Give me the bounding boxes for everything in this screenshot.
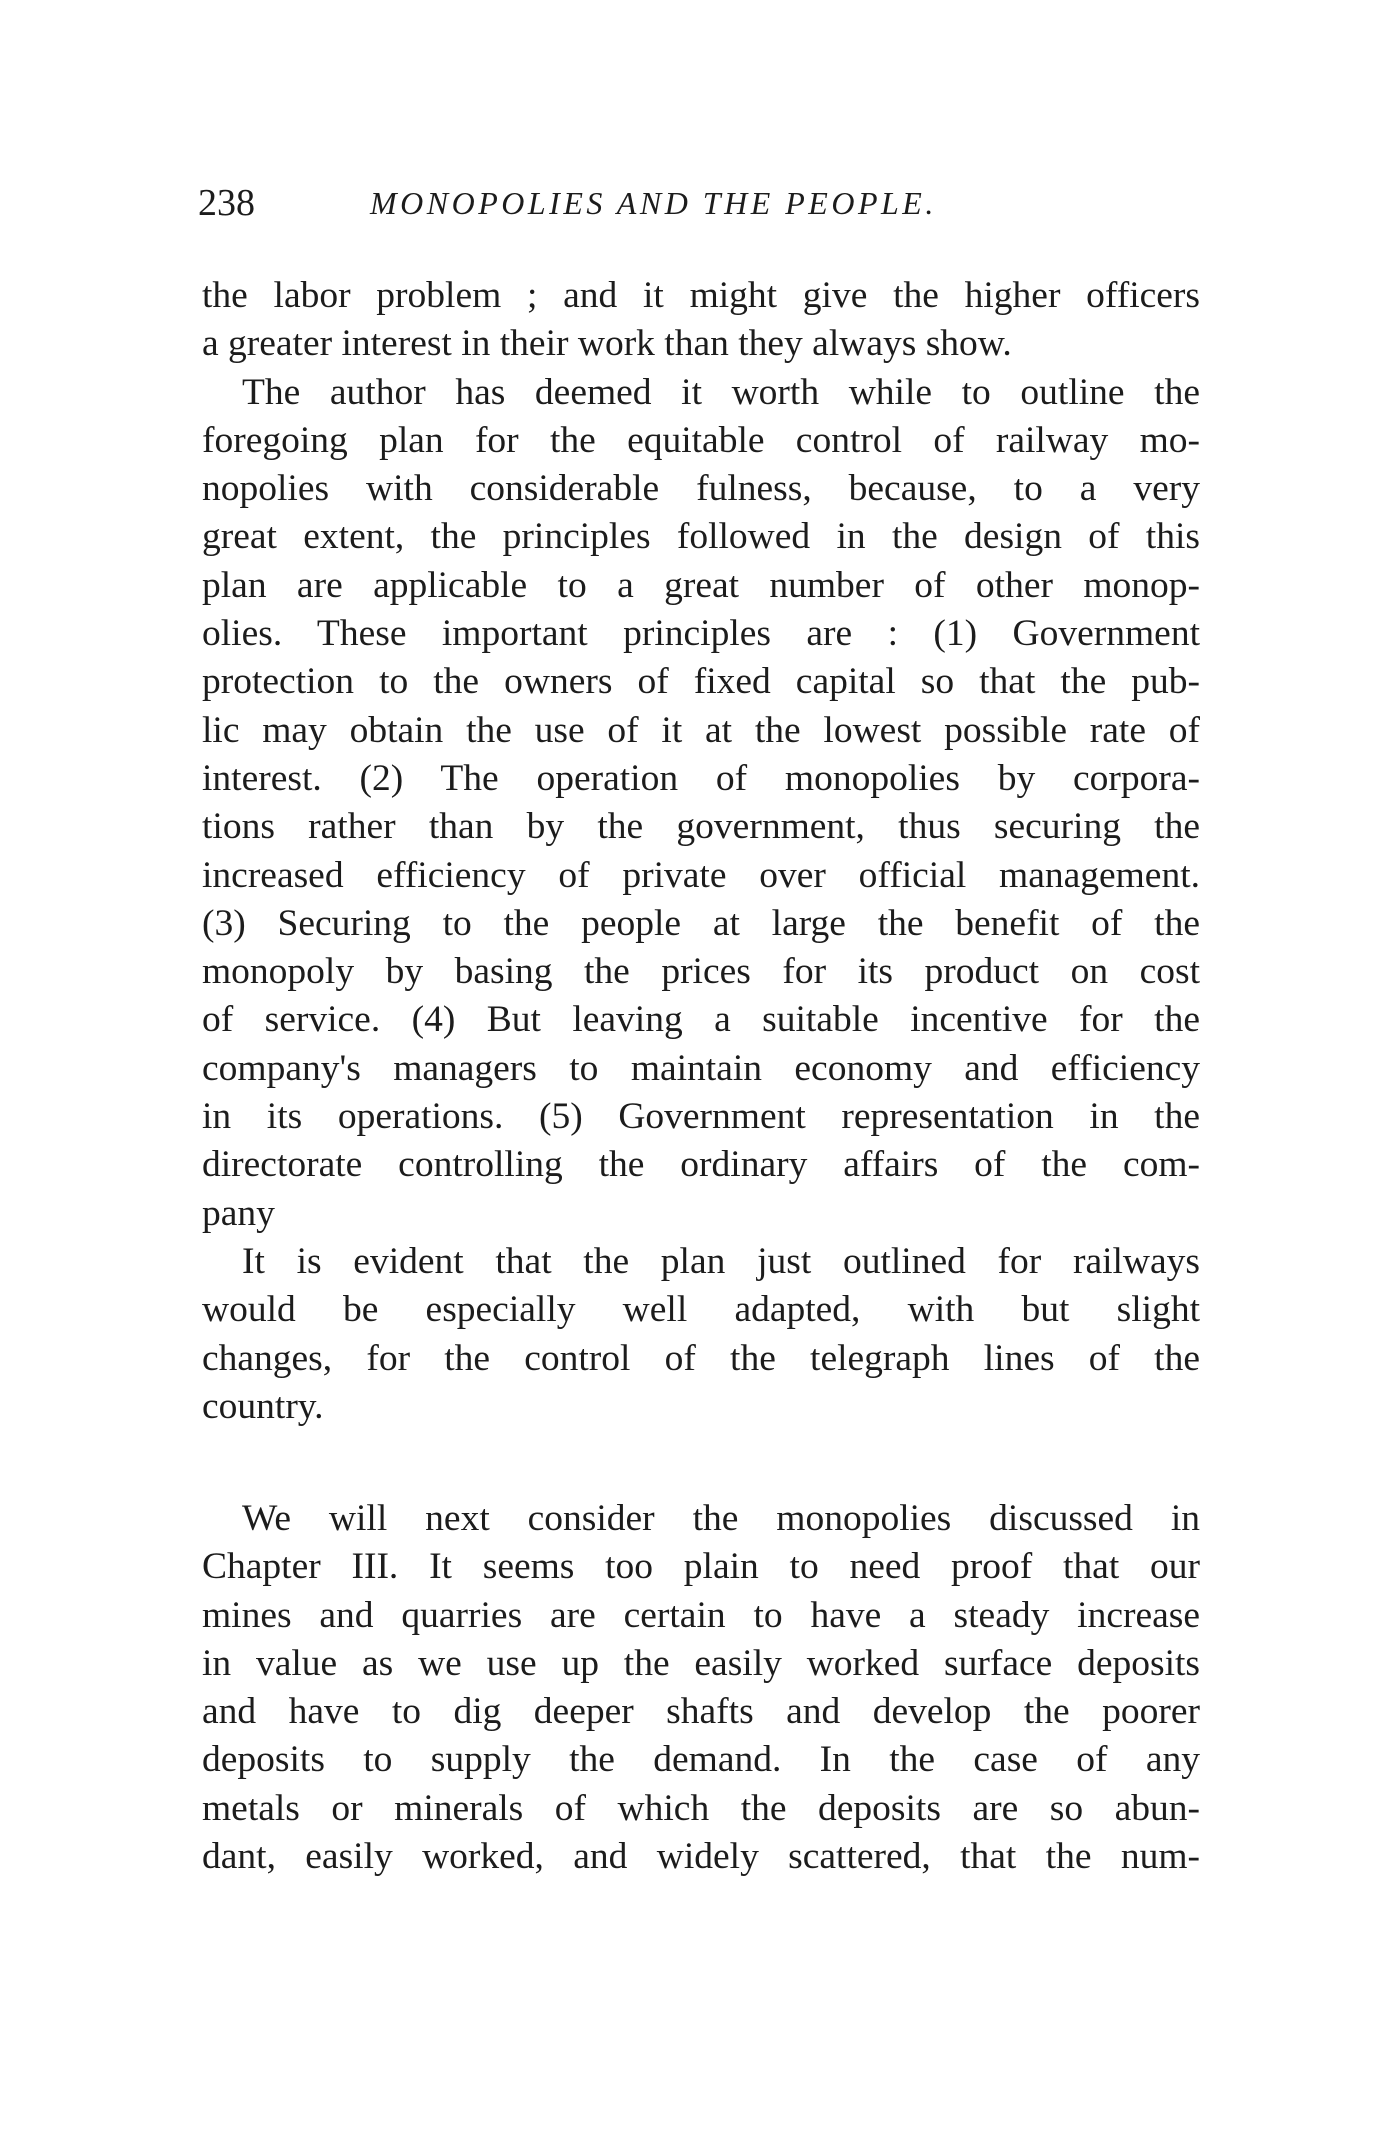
- text-line: deposits to supply the demand. In the case of any: [202, 1739, 1200, 1781]
- text-line: pany: [202, 1192, 275, 1234]
- running-title: MONOPOLIES AND THE PEOPLE.: [370, 185, 937, 221]
- text-line: would be especially well adapted, with but slight: [202, 1289, 1200, 1331]
- text-line: a greater interest in their work than they always show.: [202, 323, 1012, 365]
- text-line: plan are applicable to a great number of other monop-: [202, 564, 1200, 606]
- text-line: metals or minerals of which the deposits are so abun-: [202, 1787, 1200, 1829]
- text-line: directorate controlling the ordinary affairs of the com-: [202, 1144, 1200, 1186]
- page-header: [198, 178, 1203, 228]
- text-line: olies. These important principles are : (1) Government: [202, 613, 1200, 655]
- text-line: The author has deemed it worth while to outline the: [242, 371, 1200, 413]
- body-text-block-1: [202, 272, 1200, 1431]
- text-line: and have to dig deeper shafts and develop the poorer: [202, 1691, 1200, 1733]
- text-line: nopolies with considerable fulness, because, to a very: [202, 468, 1200, 510]
- text-line: We will next consider the monopolies discussed in: [242, 1498, 1200, 1539]
- text-line: in its operations. (5) Government representation in the: [202, 1096, 1200, 1138]
- text-line: monopoly by basing the prices for its product on cost: [202, 951, 1200, 993]
- text-line: dant, easily worked, and widely scattered, that the num-: [202, 1836, 1200, 1878]
- text-line: It is evident that the plan just outlined for railways: [242, 1240, 1200, 1282]
- text-line: in value as we use up the easily worked surface deposits: [202, 1642, 1200, 1684]
- body-text-block-2: [202, 1495, 1200, 1881]
- text-line: Chapter III. It seems too plain to need proof that our: [202, 1546, 1200, 1588]
- text-line: great extent, the principles followed in the design of this: [202, 516, 1200, 558]
- page-number: 238: [198, 182, 255, 224]
- text-line: increased efficiency of private over official management.: [202, 854, 1200, 896]
- text-line: foregoing plan for the equitable control of railway mo-: [202, 419, 1200, 461]
- text-line: (3) Securing to the people at large the benefit of the: [202, 902, 1200, 944]
- text-line: country.: [202, 1385, 324, 1427]
- text-line: protection to the owners of fixed capital so that the pub-: [202, 661, 1200, 703]
- text-line: company's managers to maintain economy and efficiency: [202, 1047, 1200, 1089]
- text-line: lic may obtain the use of it at the lowest possible rate of: [202, 709, 1200, 751]
- text-line: changes, for the control of the telegraph lines of the: [202, 1337, 1200, 1379]
- text-line: of service. (4) But leaving a suitable incentive for the: [202, 999, 1200, 1041]
- text-line: the labor problem ; and it might give the higher officers: [202, 275, 1200, 316]
- text-line: tions rather than by the government, thus securing the: [202, 806, 1200, 848]
- text-line: interest. (2) The operation of monopolies by corpora-: [202, 757, 1200, 799]
- text-line: mines and quarries are certain to have a steady increase: [202, 1594, 1200, 1636]
